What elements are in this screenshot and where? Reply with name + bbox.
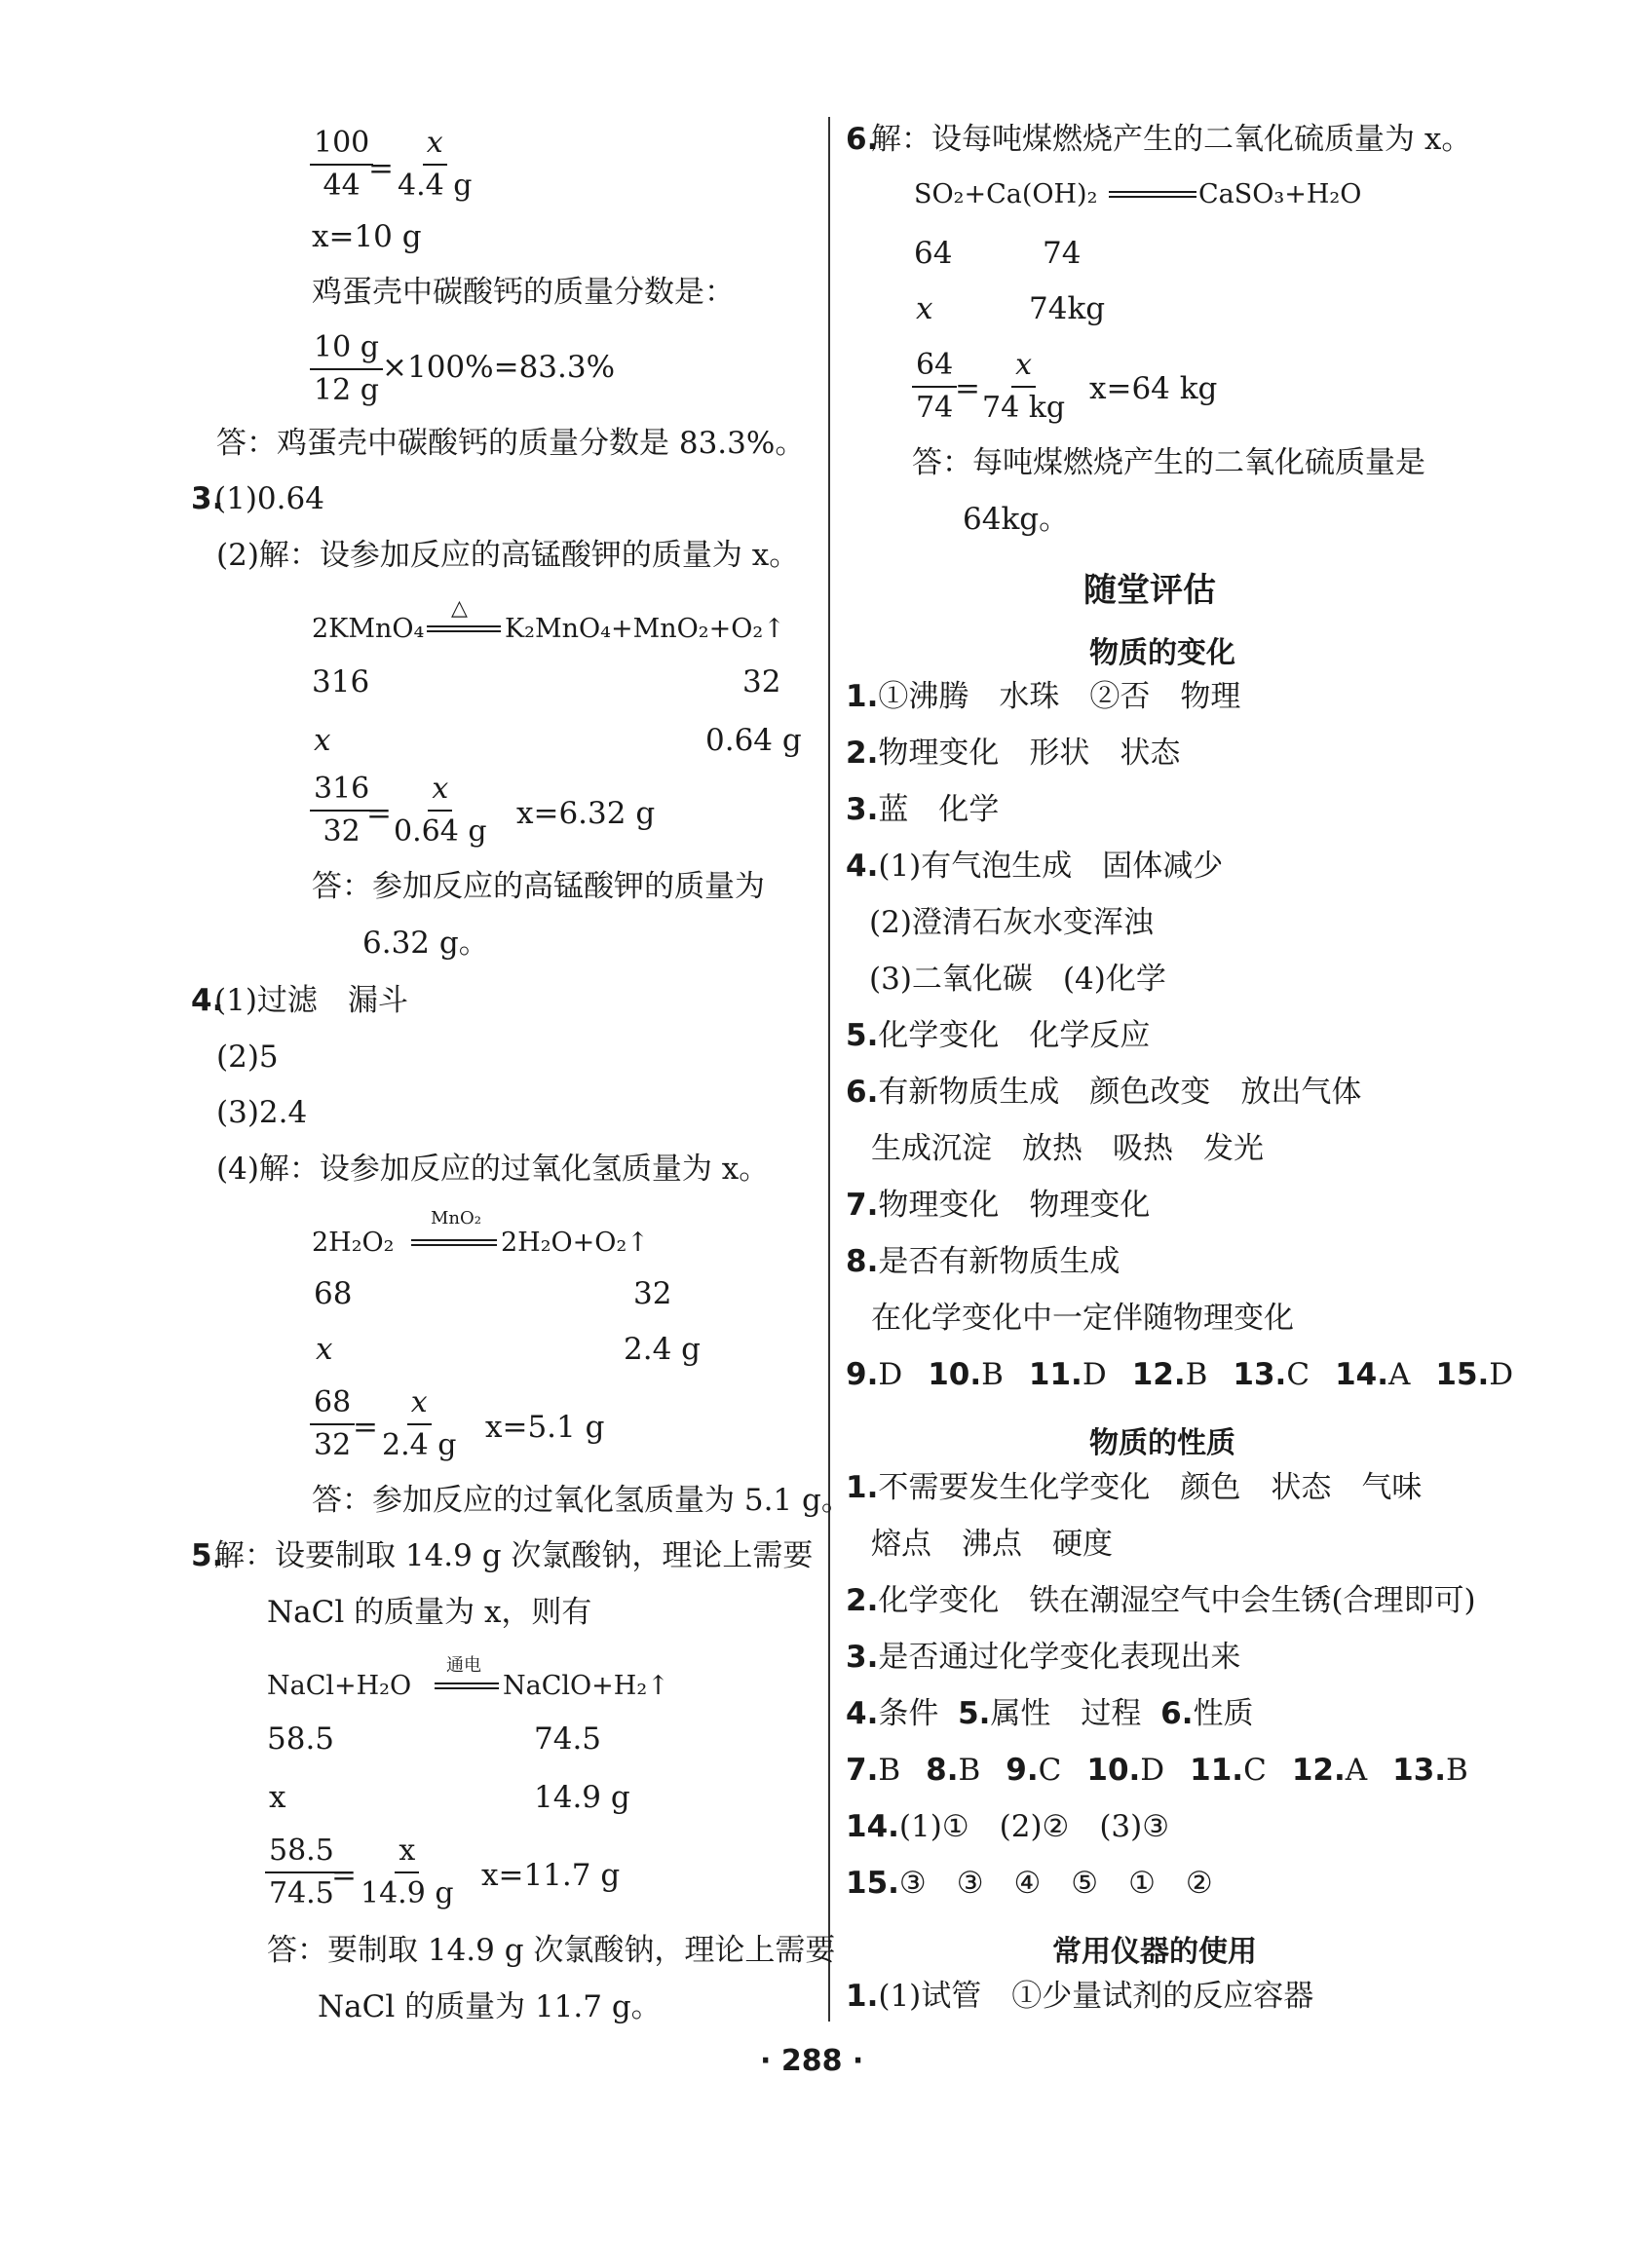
chemical-equation: NaCl+H₂O 通电 NaClO+H₂↑ (267, 1651, 715, 1710)
answer-text: 物理变化 形状 状态 (878, 736, 1181, 771)
answer-letter: D (1082, 1357, 1107, 1392)
mc-answer (1086, 1753, 1164, 1788)
mc-answer (1132, 1357, 1208, 1392)
answer-part: (3)2.4 (216, 1095, 308, 1130)
item-number: 4. (846, 1696, 879, 1731)
variable: x (916, 291, 933, 326)
answer-text: (1)有气泡生成 固体减少 (878, 849, 1224, 884)
fraction: 68 32 (310, 1388, 355, 1460)
answer-text: 物理变化 物理变化 (878, 1188, 1151, 1223)
item-number: 3. (846, 792, 879, 827)
answer-part: (2)5 (216, 1040, 279, 1075)
item-number: 5. (958, 1696, 991, 1731)
given-value: 74kg (1029, 291, 1106, 326)
fraction: 316 32 (310, 775, 373, 847)
answer-line: 答：参加反应的高锰酸钾的质量为 (312, 869, 765, 904)
fraction: x 4.4 g (398, 126, 473, 203)
given-value: 0.64 g (705, 723, 802, 758)
item-number: 1. (846, 1470, 879, 1505)
item-number: 5. (846, 1018, 879, 1053)
item-number: 14. (846, 1809, 899, 1844)
answer-text: (3)二氧化碳 (4)化学 (869, 962, 1166, 997)
result: x=11.7 g (481, 1858, 621, 1893)
molar-mass: 58.5 (267, 1721, 335, 1757)
answer-line: 答：参加反应的过氧化氢质量为 5.1 g。 (312, 1483, 852, 1518)
answer-text: ①沸腾 水珠 ②否 物理 (878, 679, 1241, 714)
answer-text: 条件 (878, 1696, 939, 1731)
mc-answer (928, 1357, 1004, 1392)
molar-mass: 74 (1043, 236, 1082, 271)
question-number: 5. (191, 1538, 224, 1573)
answer-line: NaCl 的质量为 11.7 g。 (318, 1989, 662, 2024)
answer-part: (4)解：设参加反应的过氧化氢质量为 x。 (216, 1152, 770, 1187)
answer-part: (1)0.64 (214, 481, 324, 516)
answer-line: NaCl 的质量为 x，则有 (267, 1595, 592, 1630)
item-number: 11. (1190, 1753, 1244, 1788)
answer-text: 生成沉淀 放热 吸热 发光 (871, 1131, 1264, 1166)
answer-text: 蓝 化学 (878, 792, 1000, 827)
mc-answer (1233, 1357, 1310, 1392)
answer-line: 答：每吨煤燃烧产生的二氧化硫质量是 (912, 445, 1425, 480)
answer-part: (2)解：设参加反应的高锰酸钾的质量为 x。 (216, 538, 800, 573)
item-number: 15. (846, 1866, 899, 1901)
fraction: x 2.4 g (382, 1385, 457, 1462)
subsection-title: 常用仪器的使用 (1052, 1935, 1257, 1969)
subsection-title: 物质的性质 (1089, 1426, 1235, 1460)
item-number: 6. (846, 1075, 879, 1110)
mc-answer (846, 1357, 902, 1392)
answer-text: (1)试管 ①少量试剂的反应容器 (878, 1979, 1314, 2014)
item-number: 13. (1392, 1753, 1447, 1788)
subsection-title: 物质的变化 (1089, 636, 1235, 670)
item-number: 6. (1160, 1696, 1194, 1731)
result: x=64 kg (1089, 371, 1218, 406)
item-number: 3. (846, 1640, 879, 1675)
electrolysis-label: 通电 (446, 1655, 481, 1676)
molar-mass: 64 (914, 236, 953, 271)
result-line: x=10 g (312, 219, 422, 254)
mc-answer (1292, 1753, 1367, 1788)
section-title: 随堂评估 (1083, 571, 1216, 610)
item-number: 7. (846, 1753, 879, 1788)
answer-text: 是否有新物质生成 (878, 1244, 1120, 1279)
mc-answer (1335, 1357, 1410, 1392)
molar-mass: 32 (742, 664, 781, 699)
answer-text: 在化学变化中一定伴随物理变化 (871, 1301, 1294, 1336)
result: x=6.32 g (516, 796, 656, 831)
variable: x (316, 1332, 333, 1367)
page-number: · 288 · (760, 2044, 864, 2078)
question-number: 4. (191, 983, 224, 1018)
answer-text: (1)① (2)② (3)③ (898, 1809, 1170, 1844)
mc-answer (1392, 1753, 1468, 1788)
answer-text: 熔点 沸点 硬度 (871, 1527, 1113, 1562)
answer-letter: A (1345, 1753, 1368, 1788)
molar-mass: 316 (312, 664, 370, 699)
answer-letter: C (1286, 1357, 1310, 1392)
answer-line: 答：鸡蛋壳中碳酸钙的质量分数是 83.3%。 (216, 426, 806, 461)
chemical-equation: 2H₂O₂ MnO₂ 2H₂O+O₂↑ (312, 1208, 649, 1258)
answer-line: 答：要制取 14.9 g 次氯酸钠，理论上需要 (267, 1933, 836, 1968)
variable: x (314, 723, 331, 758)
column-divider (828, 117, 830, 2022)
molar-mass: 74.5 (534, 1721, 602, 1757)
answer-letter: B (878, 1753, 901, 1788)
answer-letter: D (1489, 1357, 1514, 1392)
calculation: ×100%=83.3% (382, 350, 616, 385)
answer-letter: B (981, 1357, 1004, 1392)
item-number: 12. (1291, 1753, 1346, 1788)
item-number: 9. (846, 1357, 879, 1392)
answer-letter: B (1446, 1753, 1468, 1788)
answer-text: 化学变化 铁在潮湿空气中会生锈(合理即可) (878, 1583, 1476, 1618)
fraction: 100 44 (310, 129, 373, 201)
answer-text: 性质 (1193, 1696, 1254, 1731)
answer-letter: C (1038, 1753, 1062, 1788)
answer-letter: D (1140, 1753, 1165, 1788)
multiple-choice-row (846, 1753, 1494, 1788)
catalyst-label: MnO₂ (431, 1208, 481, 1228)
fraction: x 74 kg (982, 348, 1066, 425)
answer-text: 化学变化 化学反应 (878, 1018, 1151, 1053)
item-number: 1. (846, 679, 879, 714)
item-number: 10. (1086, 1753, 1141, 1788)
molar-mass: 32 (633, 1276, 672, 1311)
answer-text: 不需要发生化学变化 颜色 状态 气味 (878, 1470, 1423, 1505)
answer-text: ③ ③ ④ ⑤ ① ② (898, 1866, 1213, 1901)
answer-letter: D (878, 1357, 903, 1392)
item-number: 7. (846, 1188, 879, 1223)
question-number: 6. (846, 122, 879, 157)
item-number: 2. (846, 1583, 879, 1618)
answer-letter: C (1243, 1753, 1267, 1788)
item-number: 8. (846, 1244, 879, 1279)
multiple-choice-row (846, 1357, 1538, 1392)
fraction: 64 74 (912, 351, 957, 423)
item-number: 15. (1435, 1357, 1490, 1392)
chemical-equation: SO₂+Ca(OH)₂ CaSO₃+H₂O (914, 179, 1362, 209)
given-value: 2.4 g (624, 1332, 701, 1367)
question-number: 3. (191, 481, 224, 516)
item-number: 13. (1233, 1357, 1287, 1392)
mc-answer (1435, 1357, 1513, 1392)
answer-text: 属性 过程 (990, 1696, 1142, 1731)
mc-answer (1006, 1753, 1061, 1788)
answer-letter: A (1387, 1357, 1411, 1392)
answer-text: 有新物质生成 颜色改变 放出气体 (878, 1075, 1362, 1110)
text-line: 鸡蛋壳中碳酸钙的质量分数是： (312, 275, 735, 310)
item-number: 11. (1028, 1357, 1082, 1392)
item-number: 4. (846, 849, 879, 884)
answer-line: 解：设要制取 14.9 g 次氯酸钠，理论上需要 (214, 1538, 814, 1573)
given-value: 14.9 g (534, 1780, 630, 1815)
mc-answer (1190, 1753, 1267, 1788)
chemical-equation: 2KMnO₄ △ K₂MnO₄+MnO₂+O₂↑ (312, 596, 785, 644)
item-number: 12. (1131, 1357, 1186, 1392)
variable: x (269, 1780, 286, 1815)
equals-sign: = (368, 151, 394, 186)
mc-answer (926, 1753, 980, 1788)
heat-symbol: △ (451, 596, 468, 621)
item-number: 14. (1335, 1357, 1388, 1392)
molar-mass: 68 (314, 1276, 353, 1311)
answer-part: (1)过滤 漏斗 (214, 983, 408, 1018)
result: x=5.1 g (485, 1410, 605, 1445)
mc-answer (846, 1753, 900, 1788)
item-number: 8. (926, 1753, 959, 1788)
answer-text: 是否通过化学变化表现出来 (878, 1640, 1241, 1675)
answer-letter: B (1185, 1357, 1208, 1392)
answer-line: 6.32 g。 (362, 926, 489, 961)
item-number: 10. (928, 1357, 982, 1392)
item-number: 1. (846, 1979, 879, 2014)
mc-answer (1029, 1357, 1107, 1392)
fraction: 58.5 74.5 (265, 1836, 338, 1909)
item-number: 9. (1006, 1753, 1039, 1788)
answer-letter: B (958, 1753, 981, 1788)
item-number: 2. (846, 736, 879, 771)
fraction: 10 g 12 g (310, 333, 383, 405)
answer-text: (2)澄清石灰水变浑浊 (869, 905, 1154, 940)
fraction: x 14.9 g (361, 1833, 454, 1910)
fraction: x 0.64 g (394, 772, 487, 849)
answer-line: 64kg。 (963, 502, 1070, 537)
answer-line: 解：设每吨煤燃烧产生的二氧化硫质量为 x。 (871, 122, 1472, 157)
